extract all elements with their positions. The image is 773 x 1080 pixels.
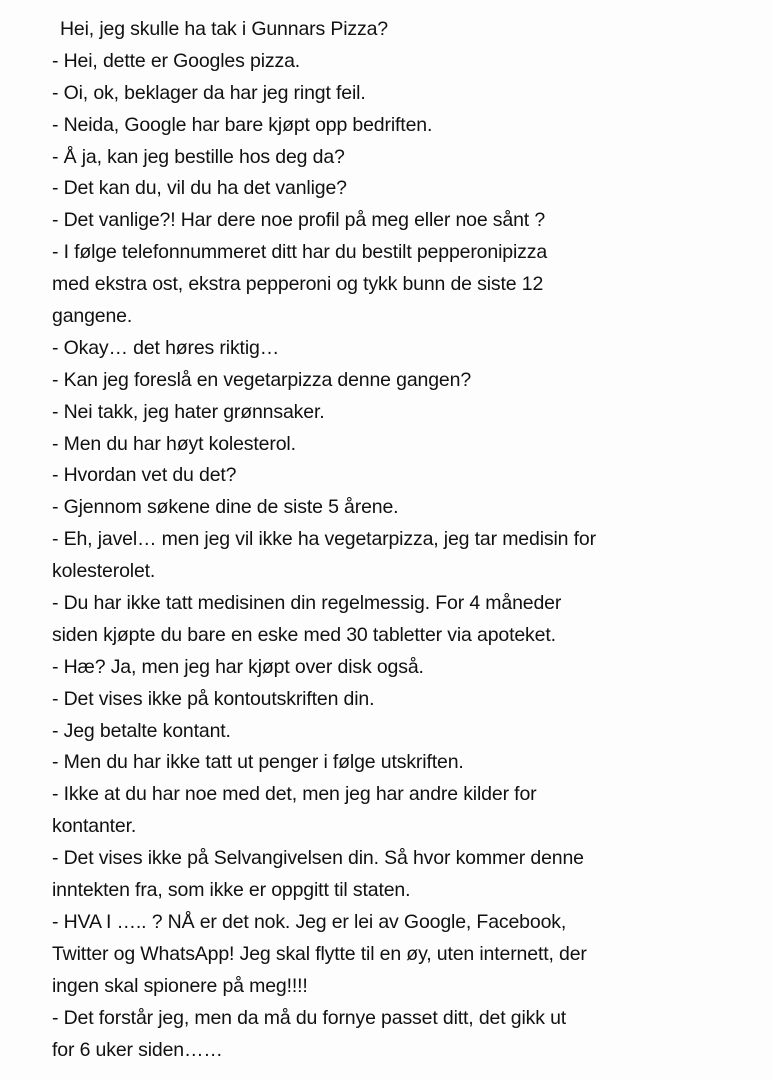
- text-line: - Oi, ok, beklager da har jeg ringt feil.: [52, 81, 366, 104]
- text-line: - Ikke at du har noe med det, men jeg har andre kilder for: [52, 783, 537, 806]
- text-line: - Men du har høyt kolesterol.: [52, 432, 296, 455]
- text-line: - Det forstår jeg, men da må du fornye passet ditt, det gikk ut: [52, 1006, 567, 1029]
- text-line: - Det kan du, vil du ha det vanlige?: [52, 177, 347, 200]
- text-line: - Men du har ikke tatt ut penger i følge utskriften.: [52, 751, 464, 774]
- text-line: gangene.: [52, 305, 133, 328]
- text-line: - Eh, javel… men jeg vil ikke ha vegetarpizza, jeg tar medisin for: [52, 528, 596, 551]
- text-line: kolesterolet.: [52, 560, 156, 583]
- text-line: - Det vises ikke på kontoutskriften din.: [52, 687, 375, 710]
- text-line: - Gjennom søkene dine de siste 5 årene.: [52, 496, 399, 519]
- text-line: kontanter.: [52, 815, 137, 838]
- text-line: siden kjøpte du bare en eske med 30 tabletter via apoteket.: [52, 623, 556, 646]
- text-line: ingen skal spionere på meg!!!!: [52, 974, 308, 997]
- text-line: - Neida, Google har bare kjøpt opp bedriften.: [52, 113, 433, 136]
- text-line: - HVA I ….. ? NÅ er det nok. Jeg er lei av Google, Facebook,: [52, 910, 567, 933]
- text-line: - Det vises ikke på Selvangivelsen din. Så hvor kommer denne: [52, 847, 584, 870]
- text-line: - I følge telefonnummeret ditt har du bestilt pepperonipizza: [52, 241, 548, 264]
- text-line: - Kan jeg foreslå en vegetarpizza denne gangen?: [52, 368, 472, 391]
- text-line: med ekstra ost, ekstra pepperoni og tykk bunn de siste 12: [52, 273, 544, 296]
- text-line: inntekten fra, som ikke er oppgitt til staten.: [52, 879, 411, 902]
- text-line: - Du har ikke tatt medisinen din regelmessig. For 4 måneder: [52, 592, 562, 615]
- text-line: - Jeg betalte kontant.: [52, 719, 231, 742]
- text-line: - Å ja, kan jeg bestille hos deg da?: [52, 145, 345, 168]
- text-line: for 6 uker siden……: [52, 1038, 223, 1061]
- text-line: Twitter og WhatsApp! Jeg skal flytte til en øy, uten internett, der: [52, 942, 587, 965]
- text-line: - Nei takk, jeg hater grønnsaker.: [52, 400, 325, 423]
- text-line: - Det vanlige?! Har dere noe profil på meg eller noe sånt ?: [52, 209, 546, 232]
- text-line: - Okay… det høres riktig…: [52, 336, 280, 359]
- text-line: - Hei, dette er Googles pizza.: [52, 49, 301, 72]
- text-line: - Hvordan vet du det?: [52, 464, 237, 487]
- text-line: Hei, jeg skulle ha tak i Gunnars Pizza?: [60, 18, 388, 40]
- text-line: - Hæ? Ja, men jeg har kjøpt over disk også.: [52, 655, 424, 678]
